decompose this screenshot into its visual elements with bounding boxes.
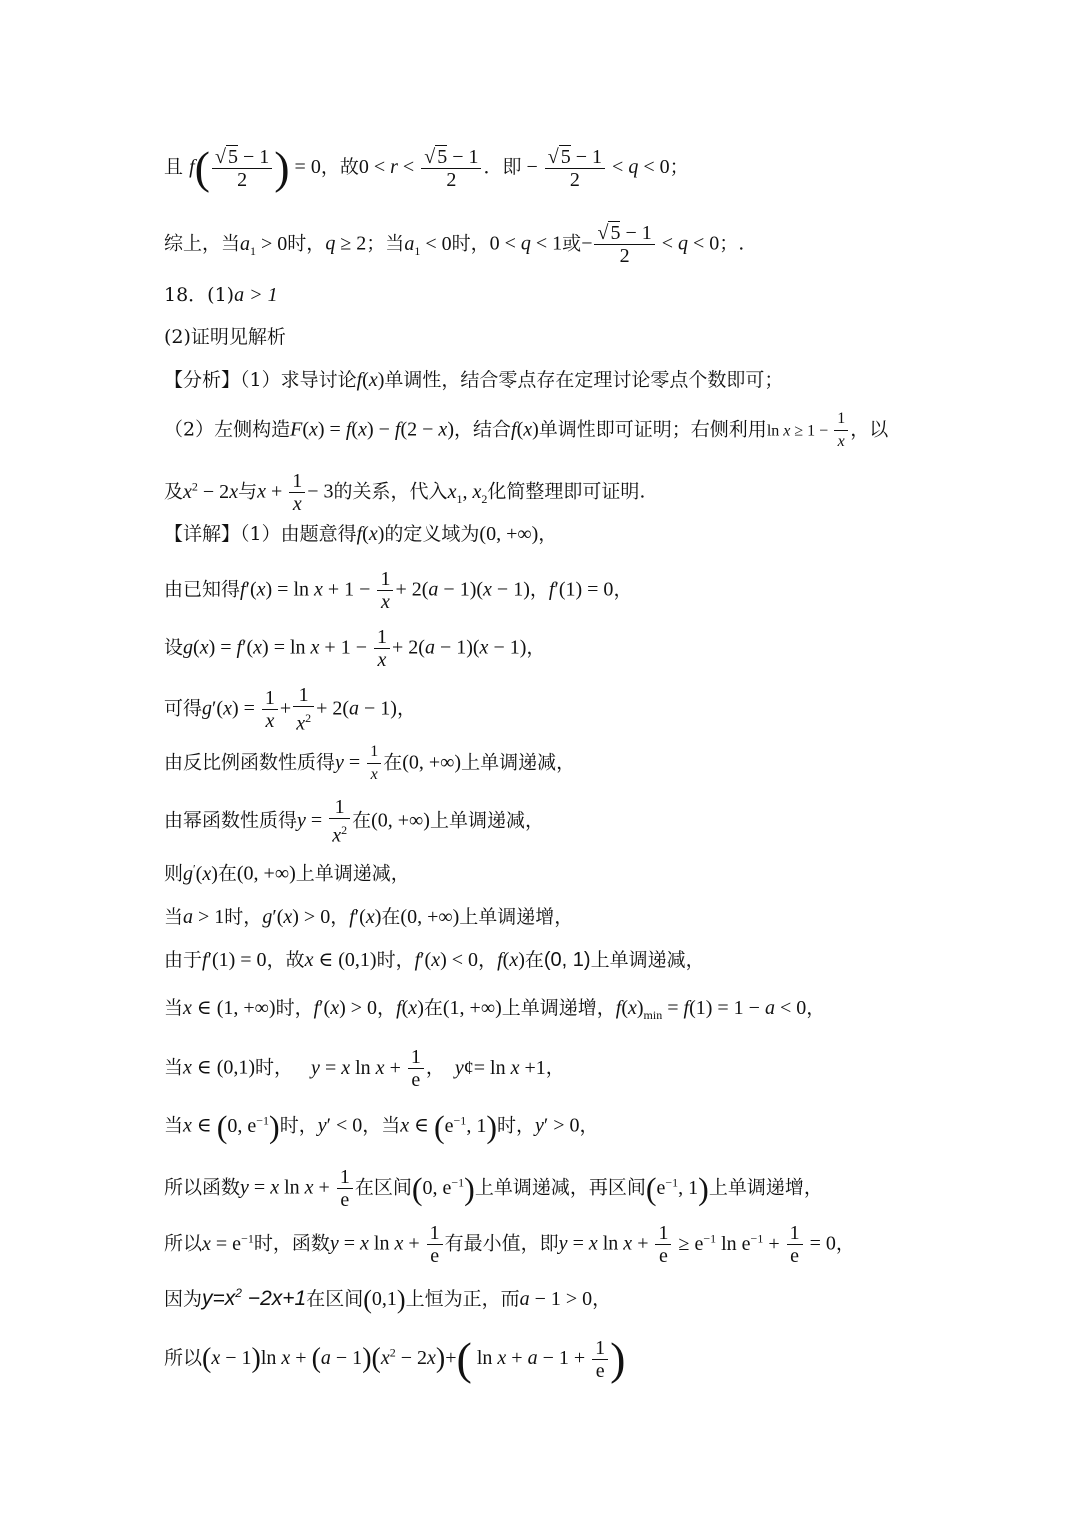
line-2: 综上，当$a_1 > 0$时，q ≥ 2；当$a_1 < 0$时，0 < q < 1或− $\frac{√ 5 - 1}{2}$ < q < 0；.: [164, 222, 745, 267]
text: 时，: [496, 1114, 535, 1137]
line-6: （2）左侧构造F(x) = f(x) − f(2 − x)，结合f(x)单调性即可证明；右侧利用ln x ≥ 1 − $\frac{1}{x}$ ，以: [164, 410, 889, 450]
text: 单调性即可证明；右侧利用: [538, 418, 767, 441]
text: ，: [538, 523, 558, 545]
text: 时，: [255, 1056, 294, 1079]
text: 所以: [164, 1347, 203, 1369]
text: ，: [545, 1056, 565, 1079]
text: 时，: [279, 1114, 318, 1137]
text: 或: [562, 232, 582, 255]
text: 当: [164, 1114, 184, 1137]
line-20: 所以函数y = x ln x + $\frac{1}{e}$ 在区间(0, $e^{-1}$)上单调递减，再区间($e^{-1}$, 1)上单调递增，: [164, 1166, 823, 1211]
text: 在: [524, 949, 544, 971]
line-3: [164, 283, 278, 307]
line-7: 及$x^2 - 2x$与x + $\frac{1}{x}$ − 3的关系，代入$x_1$, $x_2$化简整理即可证明.: [164, 470, 646, 515]
text: 时，: [224, 906, 263, 928]
text: ，: [835, 1232, 855, 1255]
text: 上单调递增，: [459, 906, 574, 928]
text: ．即: [483, 156, 522, 178]
text: 在: [381, 906, 401, 928]
text: 当: [164, 906, 184, 928]
line-5: 【分析】（1）求导讨论f(x)单调性，结合零点存在定理讨论零点个数即可；: [164, 369, 784, 391]
line-16: 由于f′(1) = 0，故x ∈ (0,1)时，f′(x) < 0，f(x)在(0, 1)上单调递减，: [164, 949, 705, 971]
line-9: 由已知得f′(x) = ln x + 1 − $\frac{1}{x}$ + 2(a − 1)(x − 1)，f′(1) = 0，: [164, 568, 633, 613]
text: 上单调递增，: [708, 1176, 823, 1199]
text: ，: [526, 636, 546, 659]
text: 综上，当: [164, 232, 241, 255]
line-23: 所以(x − 1)ln $x + (a - 1)(x^2 - 2x)+$( ln x + a − 1 + $\frac{1}{e}$ ): [164, 1333, 626, 1384]
text: ，: [613, 578, 633, 601]
text: 所以函数: [164, 1176, 241, 1199]
text: ，: [806, 997, 826, 1019]
text: 由于: [164, 949, 203, 971]
text: 上恒为正，而: [405, 1288, 520, 1310]
line-15: 当a > 1时，g′(x) > 0，f′(x)在(0, +∞)上单调递增，: [164, 906, 574, 928]
text: 上单调递减，再区间: [474, 1176, 646, 1199]
text: ，: [396, 697, 416, 720]
text: (2)证明见解析: [164, 326, 286, 348]
text: 则: [164, 862, 184, 885]
text: 上单调递减，: [295, 862, 410, 885]
text: ，结合: [453, 418, 511, 441]
math: a > 1: [234, 284, 278, 306]
text: 在区间: [306, 1288, 364, 1310]
text: 在: [383, 751, 403, 774]
text: 【详解】（1）由题意得: [164, 523, 357, 545]
text: 【分析】（1）求导讨论: [164, 369, 357, 391]
text: ，: [377, 997, 397, 1019]
text: ，: [478, 949, 498, 971]
text: 时，: [287, 232, 326, 255]
line-8: 【详解】（1）由题意得f(x)的定义域为(0, +∞)，: [164, 523, 558, 545]
text: 在: [217, 862, 237, 885]
line-14: 则g′(x)在(0, +∞)上单调递减，: [164, 861, 410, 885]
text: ，故: [266, 949, 305, 971]
text: 上单调递减，: [590, 949, 705, 971]
text: ，: [330, 906, 350, 928]
text: 上单调递减，: [429, 809, 544, 832]
text: 及: [164, 480, 184, 503]
text: 当: [164, 1056, 184, 1079]
text: 上单调递减，: [461, 751, 576, 774]
text: ，以: [850, 418, 889, 441]
line-4: [164, 325, 286, 349]
line-1: 且 f( $\frac{√ 5 - 1}{2}$ ) = 0，故0 < r < $\frac{√ 5 - 1}{2}$ ．即 − $\frac{√ 5 - 1}{2}$ < q < 0；: [164, 142, 689, 193]
line-17: 当x ∈ (1, +∞)时，f′(x) > 0，f(x)在(1, +∞)上单调递增，$f(x)_{min} = f(1) = 1 - a < 0$，: [164, 997, 826, 1022]
text: 上单调递增，: [501, 997, 616, 1019]
text: 设: [164, 636, 184, 659]
text: 当: [164, 997, 184, 1019]
text: 由幂函数性质得: [164, 809, 298, 832]
text: 在: [352, 809, 372, 832]
text: 有最小值，即: [444, 1232, 559, 1255]
text: 且: [164, 156, 184, 178]
text: 单调性，结合零点存在定理讨论零点个数即可；: [384, 369, 784, 391]
line-22: 因为$y=x^2 -2x+1$在区间(0,1)上恒为正，而a − 1 > 0，: [164, 1285, 612, 1314]
text: 由已知得: [164, 578, 241, 601]
text: 可得: [164, 697, 203, 720]
text: 的关系，代入: [333, 480, 448, 503]
text: ；当: [366, 232, 405, 255]
text: ；.: [719, 232, 745, 255]
text: 与: [238, 480, 258, 503]
question-number: 18．(1): [164, 284, 235, 306]
text: ，故: [320, 156, 359, 178]
line-10: 设g(x) = f′(x) = ln x + 1 − $\frac{1}{x}$ + 2(a − 1)(x − 1)，: [164, 626, 546, 671]
text: 的定义域为: [384, 523, 480, 545]
text: 由反比例函数性质得: [164, 751, 336, 774]
line-18: 当x ∈ (0,1)时， y = x ln x + $\frac{1}{e}$ ， y¢= ln x +1，: [164, 1046, 565, 1091]
text: 时，函数: [253, 1232, 330, 1255]
text: 在区间: [354, 1176, 412, 1199]
line-11: 可得g′(x) = $\frac{1}{x}$ + $\frac{1}{x^2}$ + 2(a − 1)，: [164, 684, 416, 735]
text: 所以: [164, 1232, 203, 1255]
text: ，: [579, 1114, 599, 1137]
text: 化简整理即可证明.: [487, 480, 646, 503]
text: ，: [529, 578, 549, 601]
text: ，当: [362, 1114, 401, 1137]
text: 时，: [275, 997, 314, 1019]
text: （2）左侧构造: [164, 418, 291, 441]
line-21: 所以$x = e^{-1}$时，函数y = x ln x + $\frac{1}{e}$ 有最小值，即y = x ln x + $\frac{1}{e}$ ≥ $e^{-1}$ $\ln e^{-1}$ + $\frac{1}{e}$ = 0，: [164, 1222, 855, 1267]
text: ，: [592, 1288, 612, 1310]
text: 时，: [376, 949, 415, 971]
line-12: 由反比例函数性质得y = $\frac{1}{x}$ 在(0, +∞)上单调递减，: [164, 743, 576, 783]
text: 在: [423, 997, 443, 1019]
line-19: 当x ∈ (0, $e^{-1}$)时，y′ < 0，当x ∈ ($e^{-1}$, 1)时，y′ > 0，: [164, 1108, 599, 1145]
text: 因为: [164, 1288, 203, 1310]
text: ；: [669, 156, 689, 178]
text: 时，: [451, 232, 490, 255]
text: ，: [425, 1056, 445, 1079]
line-13: 由幂函数性质得y = $\frac{1}{x^2}$ 在(0, +∞)上单调递减，: [164, 796, 544, 847]
